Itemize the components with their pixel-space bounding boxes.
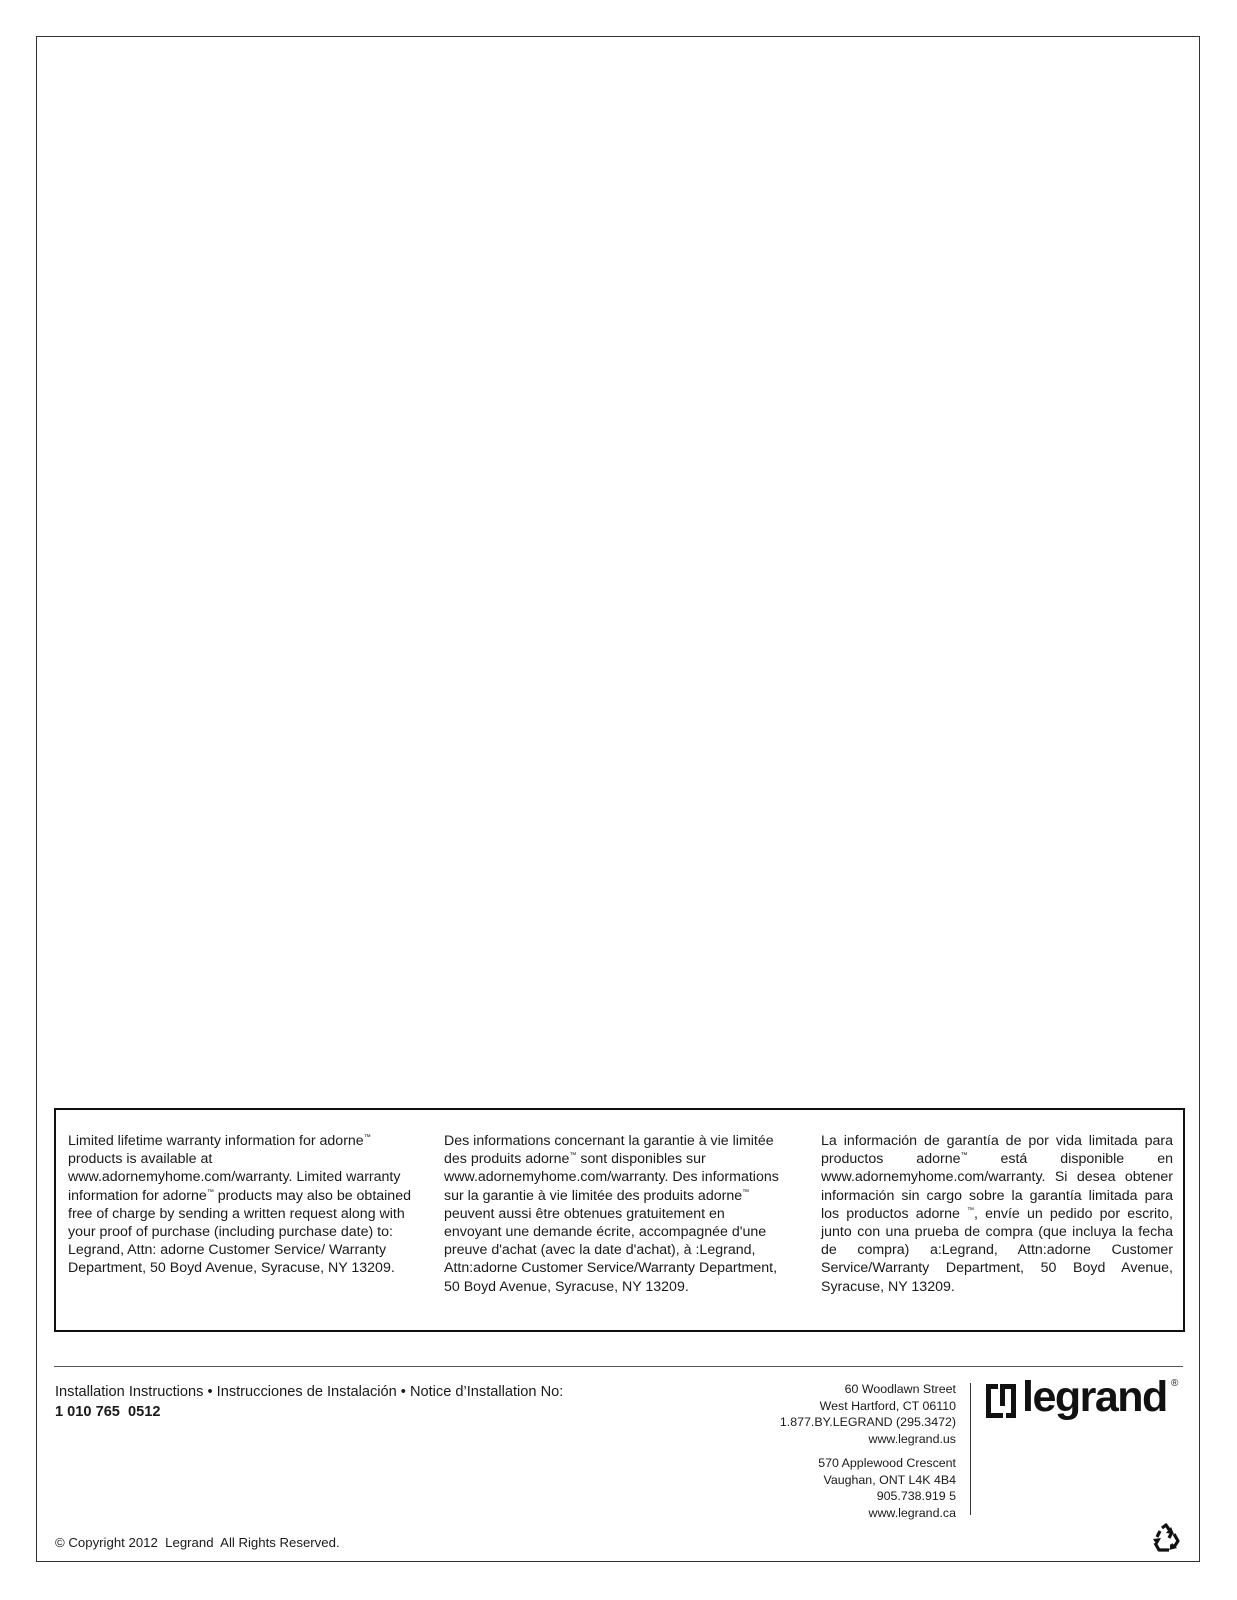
recycle-icon [1150, 1522, 1182, 1554]
address-line: West Hartford, CT 06110 [819, 1398, 956, 1413]
phone-number: 1.877.BY.LEGRAND (295.3472) [779, 1415, 956, 1429]
address-logo-divider [970, 1383, 971, 1515]
address-line: 60 Woodlawn Street [844, 1382, 956, 1396]
phone-number: 905.738.919 5 [876, 1489, 956, 1503]
footer-divider [54, 1366, 1183, 1367]
address-line: 570 Applewood Crescent [818, 1456, 956, 1470]
copyright-notice: © Copyright 2012 Legrand All Rights Reserved. [55, 1535, 340, 1550]
warranty-en-part: products may also be obtained free of charge by sending a written request along with your proof of purchase (including purchase date) to: Legrand, Attn: adorne Customer Service/ Warranty Department, 50 Boyd Avenue, Syracuse, NY 13209. [68, 1187, 411, 1277]
warranty-text-english [68, 1132, 418, 1278]
address-us [780, 1381, 956, 1447]
warranty-en-part: Limited lifetime warranty information for adorne [68, 1133, 364, 1149]
trademark-mark: ™ [742, 1188, 750, 1196]
trademark-mark: ™ [363, 1134, 371, 1141]
trademark-mark: ™ [967, 1206, 975, 1214]
warranty-text-spanish [821, 1132, 1173, 1296]
warranty-text-french [444, 1132, 784, 1296]
brand-wordmark: legrand [1022, 1373, 1167, 1421]
warranty-fr-part: peuvent aussi être obtenues gratuitement en envoyant une demande écrite, accompagnée d'une preuve d'achat (avec la date d'achat), à :Legrand, Attn:adorne Customer Service/Warranty Department, 50 Boyd Avenue, Syracuse, NY 13209. [444, 1205, 778, 1295]
document-title-line: Installation Instructions • Instrucciones de Instalación • Notice d’Installation No: [55, 1384, 564, 1400]
warranty-es-part: , envíe un pedido por escrito, junto con una prueba de compra (que incluya la fecha de compra) a:Legrand, Attn:adorne Customer Service/Warranty Department, 50 Boyd Avenue, Syracuse, NY 13209. [821, 1205, 1173, 1295]
website-link: www.legrand.us [868, 1431, 956, 1446]
document-number: 1 010 765 0512 [55, 1404, 161, 1420]
trademark-mark: ™ [206, 1188, 214, 1196]
warranty-box [54, 1108, 1185, 1332]
trademark-mark: ™ [960, 1152, 968, 1160]
warranty-fr-part: sont disponibles sur www.adornemyhome.com/warranty. Des informations sur la garantie à vie limitée des produits adorne [444, 1151, 779, 1204]
page-frame [36, 36, 1200, 1562]
address-line: Vaughan, ONT L4K 4B4 [823, 1472, 956, 1487]
registered-mark: ® [1171, 1378, 1179, 1389]
warranty-fr-part: Des informations concernant la garantie à vie limitée des produits adorne [444, 1133, 774, 1168]
address-canada [818, 1455, 956, 1521]
website-link: www.legrand.ca [868, 1505, 956, 1520]
warranty-es-part: está disponible en www.adornemyhome.com/warranty. Si desea obtener información sin cargo sobre la garantía limitada para los productos adorne [821, 1151, 1173, 1222]
trademark-mark: ™ [569, 1152, 577, 1160]
warranty-es-part: La información de garantía de por vida limitada para productos adorne [821, 1133, 1173, 1168]
legrand-logo-mark-icon [986, 1384, 1016, 1418]
warranty-en-part: products is available at www.adornemyhome.com/warranty. Limited warranty information for adorne [68, 1151, 401, 1204]
legrand-logo [986, 1373, 1182, 1425]
